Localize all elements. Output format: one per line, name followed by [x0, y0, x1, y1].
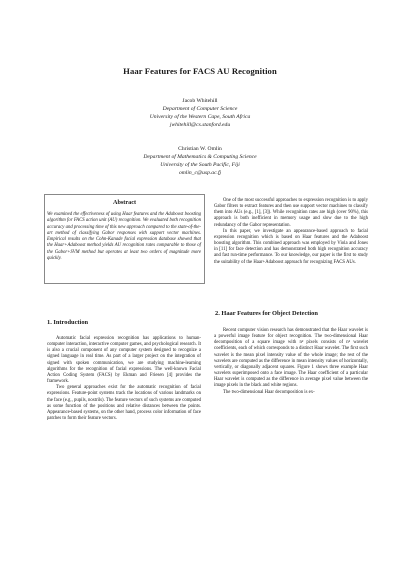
- author-block-2: [0, 145, 400, 177]
- paragraph: Two general approaches exist for the automatic recognition of facial expressions. Feature-point systems track the locations of various landmarks on the face (e.g., pupils, nostrils). The feature vectors of such systems are computed as some function of the positions and relative distances between the points. Appearance-based systems, on the other hand, process color information of face patches to form their feature vectors.: [47, 385, 201, 422]
- author-email: omlin_c@usp.ac.fj: [178, 170, 222, 176]
- paragraph: Automatic facial expression recognition has applications to human-computer interaction, interactive computer games, and psychological research. It is also a crucial component of any computer system designed to recognize a signed language in real time. As part of a larger project on the integration of signed with spoken communication, we are studying machine-learning algorithms for the recognition of facial expressions. The well-known Facial Action Coding System (FACS) by Ekman and Friesen [4] provides the framework.: [47, 336, 201, 385]
- author-block-1: [0, 97, 400, 129]
- paragraph: One of the most successful approaches to expression recognition is to apply Gabor filters to extract features and then use support vector machines to classify them into AUs (e.g., [1], [3]). While recognition rates are high (over 90%), this approach is both inefficient in memory usage and slow due to the high redundancy of the Gabor representation.: [214, 198, 368, 228]
- author-department: Department of Computer Science: [162, 106, 238, 112]
- introduction-body: [47, 336, 201, 422]
- abstract-heading: Abstract: [112, 199, 137, 206]
- paragraph: Recent computer vision research has demonstrated that the Haar wavelet is a powerful image feature for object recognition. The two-dimensional Haar decomposition of a square image with n² pixels consists of n² wavelet coefficients, each of which corresponds to a distinct Haar wavelet. The first such wavelet is the mean pixel intensity value of the whole image; the rest of the wavelets are computed as the difference in mean intensity values of horizontally, vertically, or diagonally adjacent squares. Figure 1 shows three example Haar wavelets superimposed onto a face image. The Haar coefficient of a particular Haar wavelet is computed as the difference in average pixel value between the image pixels in the black and white regions.: [214, 328, 368, 389]
- paragraph: In this paper, we investigate an appearance-based approach to facial expression recognition which is based on Haar features and the Adaboost boosting algorithm. This combined approach was employed by Viola and Jones in [11] for face detection and has demonstrated both high recognition accuracy and fast run-time performance. To our knowledge, our paper is the first to study the suitability of the Haar+Adaboost approach for recognizing FACS AUs.: [214, 228, 368, 265]
- author-institution: University of the South Pacific, Fiji: [160, 162, 240, 168]
- abstract-text: We examined the effectiveness of using Haar features and the Adaboost boosting algorithm for FACS action unit (AU) recognition. We evaluated both recognition accuracy and processing time of this new approach compared to the state-of-the-art method of classifying Gabor responses with support vector machines. Empirical results on the Cohn-Kanade facial expression database showed that the Haar+Adaboost method yields AU recognition rates comparable to those of the Gabor+SVM method but operates at least two orders of magnitude more quickly.: [47, 212, 201, 261]
- section-heading-introduction: 1. Introduction: [47, 319, 89, 326]
- author-name: Jacob Whitehill: [182, 98, 218, 104]
- paper-title: Haar Features for FACS AU Recognition: [123, 66, 277, 76]
- author-department: Department of Mathematics & Computing Science: [143, 154, 257, 160]
- author-email: jwhitehill@cs.stanford.edu: [169, 122, 231, 128]
- haar-section-body: [214, 328, 368, 396]
- introduction-continued: [214, 198, 368, 266]
- paragraph: The two-dimensional Haar decomposition is ex-: [223, 389, 315, 395]
- section-heading-haar: 2. Haar Features for Object Detection: [215, 310, 318, 317]
- author-name: Christian W. Omlin: [178, 146, 222, 152]
- author-institution: University of the Western Cape, South Africa: [149, 114, 251, 120]
